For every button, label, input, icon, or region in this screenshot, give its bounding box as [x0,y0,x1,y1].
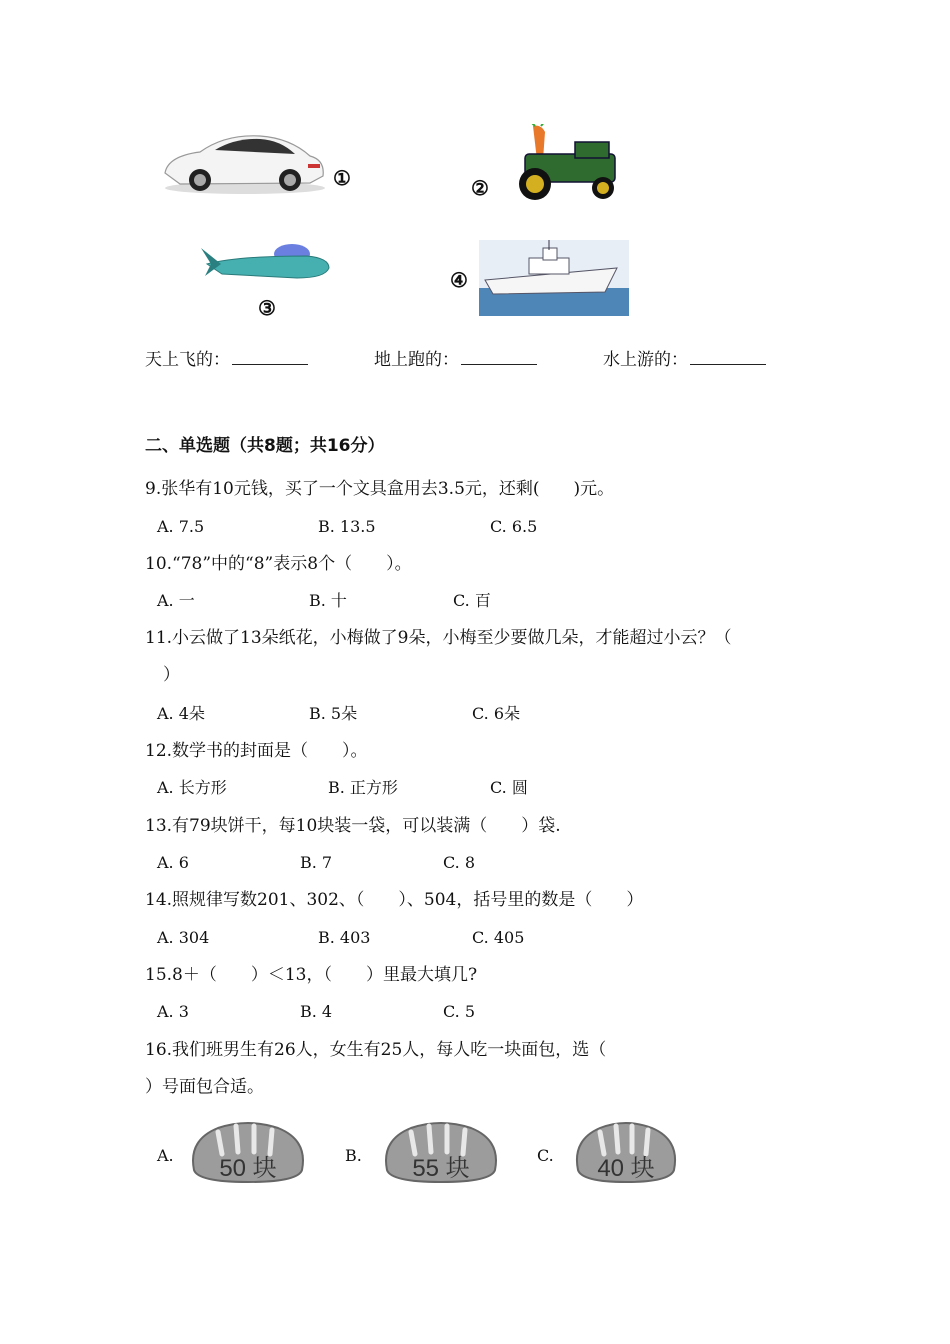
question-15-option-b[interactable]: B. 4 [300,1002,333,1021]
bread-b-image[interactable] [381,1120,501,1186]
water-blank[interactable] [690,348,766,365]
question-11-stem: 11.小云做了13朵纸花，小梅做了9朵，小梅至少要做几朵，才能超过小云？（ [145,628,732,648]
question-13-option-a[interactable]: A. 6 [157,853,189,872]
question-11-option-c[interactable]: C. 6朵 [472,704,521,723]
land-label: 地上跑的： [374,350,459,370]
car-marker: ① [333,166,351,190]
bread-a-label: 50 块 [219,1155,277,1182]
plane-marker: ③ [258,296,276,320]
question-15-option-c[interactable]: C. 5 [443,1002,476,1021]
question-13-stem: 13.有79块饼干，每10块装一袋，可以装满（ ）袋. [145,816,561,836]
bread-c-label: 40 块 [597,1155,655,1182]
question-14-option-a[interactable]: A. 304 [157,928,210,947]
question-10-stem: 10.“78”中的“8”表示8个（ ）。 [145,554,412,574]
plane-image [197,240,332,285]
question-16-option-c[interactable]: C. [537,1146,554,1165]
question-11-option-a[interactable]: A. 4朵 [157,704,205,723]
ship-marker: ④ [450,268,468,292]
land-fill [374,348,537,371]
question-9-option-a[interactable]: A. 7.5 [157,517,205,536]
tractor-image [505,124,630,202]
question-13-option-b[interactable]: B. 7 [300,853,333,872]
bread-c-image[interactable] [572,1120,680,1186]
question-16-option-a[interactable]: A. [157,1146,174,1165]
question-13-option-c[interactable]: C. 8 [443,853,476,872]
question-14-stem: 14.照规律写数201、302、（ ）、504，括号里的数是（ ） [145,890,644,910]
land-blank[interactable] [461,348,537,365]
question-14-option-b[interactable]: B. 403 [318,928,371,947]
question-9-stem: 9.张华有10元钱，买了一个文具盒用去3.5元，还剩( )元。 [145,479,615,499]
tractor-marker: ② [471,176,489,200]
question-9-option-b[interactable]: B. 13.5 [318,517,376,536]
ship-image [479,240,629,316]
question-10-option-b[interactable]: B. 十 [309,591,347,610]
water-label: 水上游的： [603,350,688,370]
question-16-stem: 16.我们班男生有26人，女生有25人，每人吃一块面包，选（ [145,1040,607,1060]
question-15-option-a[interactable]: A. 3 [157,1002,189,1021]
sky-label: 天上飞的： [145,350,230,370]
question-10-option-a[interactable]: A. 一 [157,591,195,610]
question-12-option-b[interactable]: B. 正方形 [328,778,398,797]
question-12-option-a[interactable]: A. 长方形 [157,778,227,797]
question-16-stem-cont: ）号面包合适。 [145,1077,264,1097]
question-16-option-b[interactable]: B. [345,1146,362,1165]
question-11-option-b[interactable]: B. 5朵 [309,704,358,723]
question-11-stem-cont: ） [163,665,180,685]
question-15-stem: 15.8＋（ ）＜13，（ ）里最大填几? [145,965,478,985]
question-9-option-c[interactable]: C. 6.5 [490,517,538,536]
sky-blank[interactable] [232,348,308,365]
question-12-option-c[interactable]: C. 圆 [490,778,528,797]
bread-a-image[interactable] [188,1120,308,1186]
section-title: 二、单选题（共8题；共16分） [145,436,385,456]
question-12-stem: 12.数学书的封面是（ ）。 [145,741,368,761]
bread-b-label: 55 块 [412,1155,470,1182]
question-14-option-c[interactable]: C. 405 [472,928,525,947]
question-10-option-c[interactable]: C. 百 [453,591,491,610]
water-fill [603,348,766,371]
sky-fill [145,348,308,371]
car-image [160,128,330,198]
